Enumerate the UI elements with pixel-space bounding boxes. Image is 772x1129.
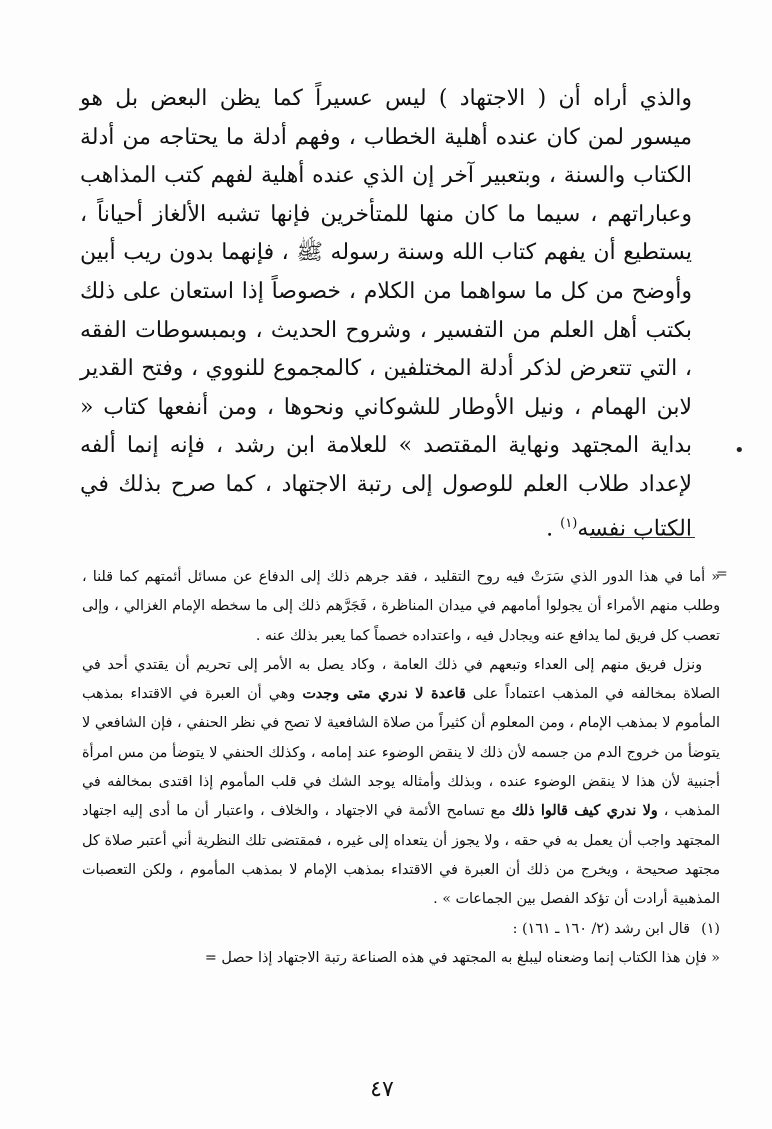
main-body-text: [80, 80, 692, 548]
footnote-continuation-paragraph-2: [82, 651, 720, 915]
continuation-mark: =: [716, 566, 728, 582]
text-run: مع تسامح الأئمة في الاجتهاد ، والخلاف ، واعتبار أن ما أدى إليه اجتهاد المجتهد واجب أن يعمل به في حقه ، ولا يجوز أن يتعداه إلى غيره ، فمقتضى تلك النظرية أني أعتبر صلاة كل مجتهد صحيحة ، ويخرج من ذلك أن العبرة في الاقتداء بمذهب الإمام لا بمذهب المأموم ، ولكن التعصبات المذهبية أرادت أن تؤكد الفصل بين الجماعات » .: [82, 803, 720, 908]
footnote-1: [82, 915, 720, 944]
text-run: وهي أن العبرة في الاقتداء بمذهب المأموم لا بمذهب الإمام ، ومن المعلوم أن كثيراً من صلاة الشافعية لا تصح في نظر الحنفي ، فإن الشافعي لا يتوضأ من خروج الدم من جسمه لأن ذلك لا ينقض الوضوء عند إمامه ، وكذلك الحنفي لا يتوضأ من مس امرأة أجنبية لأن هذا لا ينقض الوضوء عنده ، وبذلك وأمثاله يوجد الشك في قلب المأموم إذا اقتدى بمخالفه في المذهب ،: [82, 686, 720, 820]
margin-dot: •: [734, 440, 745, 461]
footnote-reference: (١): [560, 515, 578, 531]
footnote-number: (١): [701, 920, 720, 937]
footnote-continuation-paragraph: « أما في هذا الدور الذي سَرَتْ فيه روح التقليد ، فقد جرهم ذلك إلى الدفاع عن مسائل أئمتهم كما قلنا ، وطلب منهم الأمراء أن يجولوا أمامهم في ميدان المناظرة ، فَجَرَّهم ذلك إلى ما سخطه الإمام الغزالي ، وإلى تعصب كل فريق لما يدافع عنه ويجادل فيه ، واعتداده خصماً كما يعبر بذلك عنه .: [82, 569, 720, 644]
footnotes-section: [82, 563, 720, 973]
bold-run: قاعدة لا ندري متى وجدت: [302, 686, 466, 703]
text-run: ونزل فريق منهم إلى العداء وتبعهم في ذلك العامة ، وكاد يصل به الأمر إلى تحريم أن يقتدي أحد في الصلاة بمخالفه في المذهب اعتماداً على: [82, 656, 720, 703]
main-paragraph: والذي أراه أن ( الاجتهاد ) ليس عسيراً كما يظن البعض بل هو ميسور لمن كان عنده أهلية الخطاب ، وفهم أدلة ما يحتاجه من أدلة الكتاب والسنة ، وبتعبير آخر إن الذي عنده أهلية لفهم كتب المذاهب وعباراتهم ، سيما ما كان منها للمتأخرين فإنها تشبه الألغاز أحياناً ، يستطيع أن يفهم كتاب الله وسنة رسوله ﷺ ، فإنهما بدون ريب أبين وأوضح من كل ما سواهما من الكلام ، خصوصاً إذا استعان على ذلك بكتب أهل العلم من التفسير ، وشروح الحديث ، وبمبسوطات الفقه ، التي تتعرض لذكر أدلة المختلفين ، كالمجموع للنووي ، وفتح القدير لابن الهمام ، ونيل الأوطار للشوكاني ونحوها ، ومن أنفعها كتاب « بداية المجتهد ونهاية المقتصد » للعلامة ابن رشد ، فإنه إنما ألفه لإعداد طلاب العلم للوصول إلى رتبة الاجتهاد ، كما صرح بذلك في الكتاب نفسه: [80, 86, 692, 541]
bold-run: ولا ندري كيف قالوا ذلك: [511, 803, 658, 820]
footnote-1-quote: « فإن هذا الكتاب إنما وضعناه ليبلغ به المجتهد في هذه الصناعة رتبة الاجتهاد إذا حصل =: [204, 949, 720, 966]
footnote-separator: [590, 537, 695, 538]
paragraph-end: .: [546, 515, 561, 541]
page-number: ٤٧: [370, 1077, 394, 1102]
footnote-text: قال ابن رشد (٢/ ١٦٠ ـ ١٦١) :: [512, 920, 690, 937]
